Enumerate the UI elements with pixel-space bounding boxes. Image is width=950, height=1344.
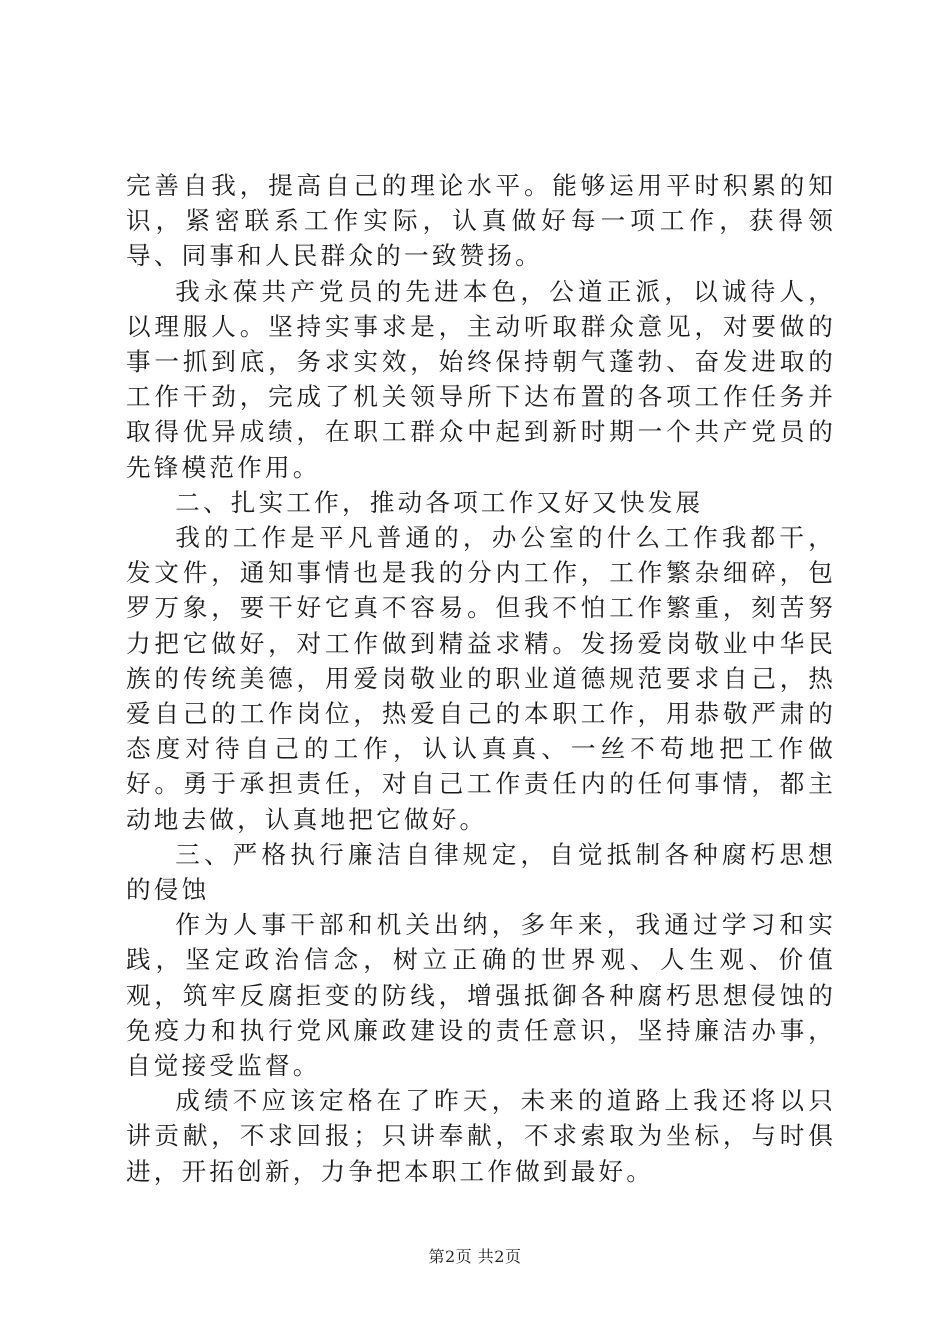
paragraph-integrity: 作为人事干部和机关出纳，多年来，我通过学习和实践，坚定政治信念，树立正确的世界观、人生观、价值观，筑牢反腐拒变的防线，增强抵御各种腐朽思想侵蚀的免疫力和执行党风廉政建设的责任意识，坚持廉洁办事，自觉接受监督。	[126, 910, 836, 1081]
section-heading-2: 二、扎实工作，推动各项工作又好又快发展	[175, 487, 704, 517]
section-heading-3: 三、严格执行廉洁自律规定，自觉抵制各种腐朽思想的侵蚀	[126, 839, 836, 905]
paragraph-conclusion: 成绩不应该定格在了昨天，未来的道路上我还将以只讲贡献，不求回报；只讲奉献，不求索取为坐标，与时俱进，开拓创新，力争把本职工作做到最好。	[126, 1086, 836, 1186]
document-body	[126, 168, 836, 1189]
page-number-footer: 第2页 共2页	[428, 1247, 522, 1266]
paragraph-continuation: 完善自我，提高自己的理论水平。能够运用平时积累的知识，紧密联系工作实际，认真做好每一项工作，获得领导、同事和人民群众的一致赞扬。	[126, 171, 836, 271]
paragraph-work: 我的工作是平凡普通的，办公室的什么工作我都干，发文件，通知事情也是我的分内工作，工作繁杂细碎，包罗万象，要干好它真不容易。但我不怕工作繁重，刻苦努力把它做好，对工作做到精益求精。发扬爱岗敬业中华民族的传统美德，用爱岗敬业的职业道德规范要求自己，热爱自己的工作岗位，热爱自己的本职工作，用恭敬严肃的态度对待自己的工作，认认真真、一丝不苟地把工作做好。勇于承担责任，对自己工作责任内的任何事情，都主动地去做，认真地把它做好。	[126, 523, 836, 834]
paragraph-party-member: 我永葆共产党员的先进本色，公道正派，以诚待人，以理服人。坚持实事求是，主动听取群众意见，对要做的事一抓到底，务求实效，始终保持朝气蓬勃、奋发进取的工作干劲，完成了机关领导所下达布置的各项工作任务并取得优异成绩，在职工群众中起到新时期一个共产党员的先锋模范作用。	[126, 276, 836, 482]
